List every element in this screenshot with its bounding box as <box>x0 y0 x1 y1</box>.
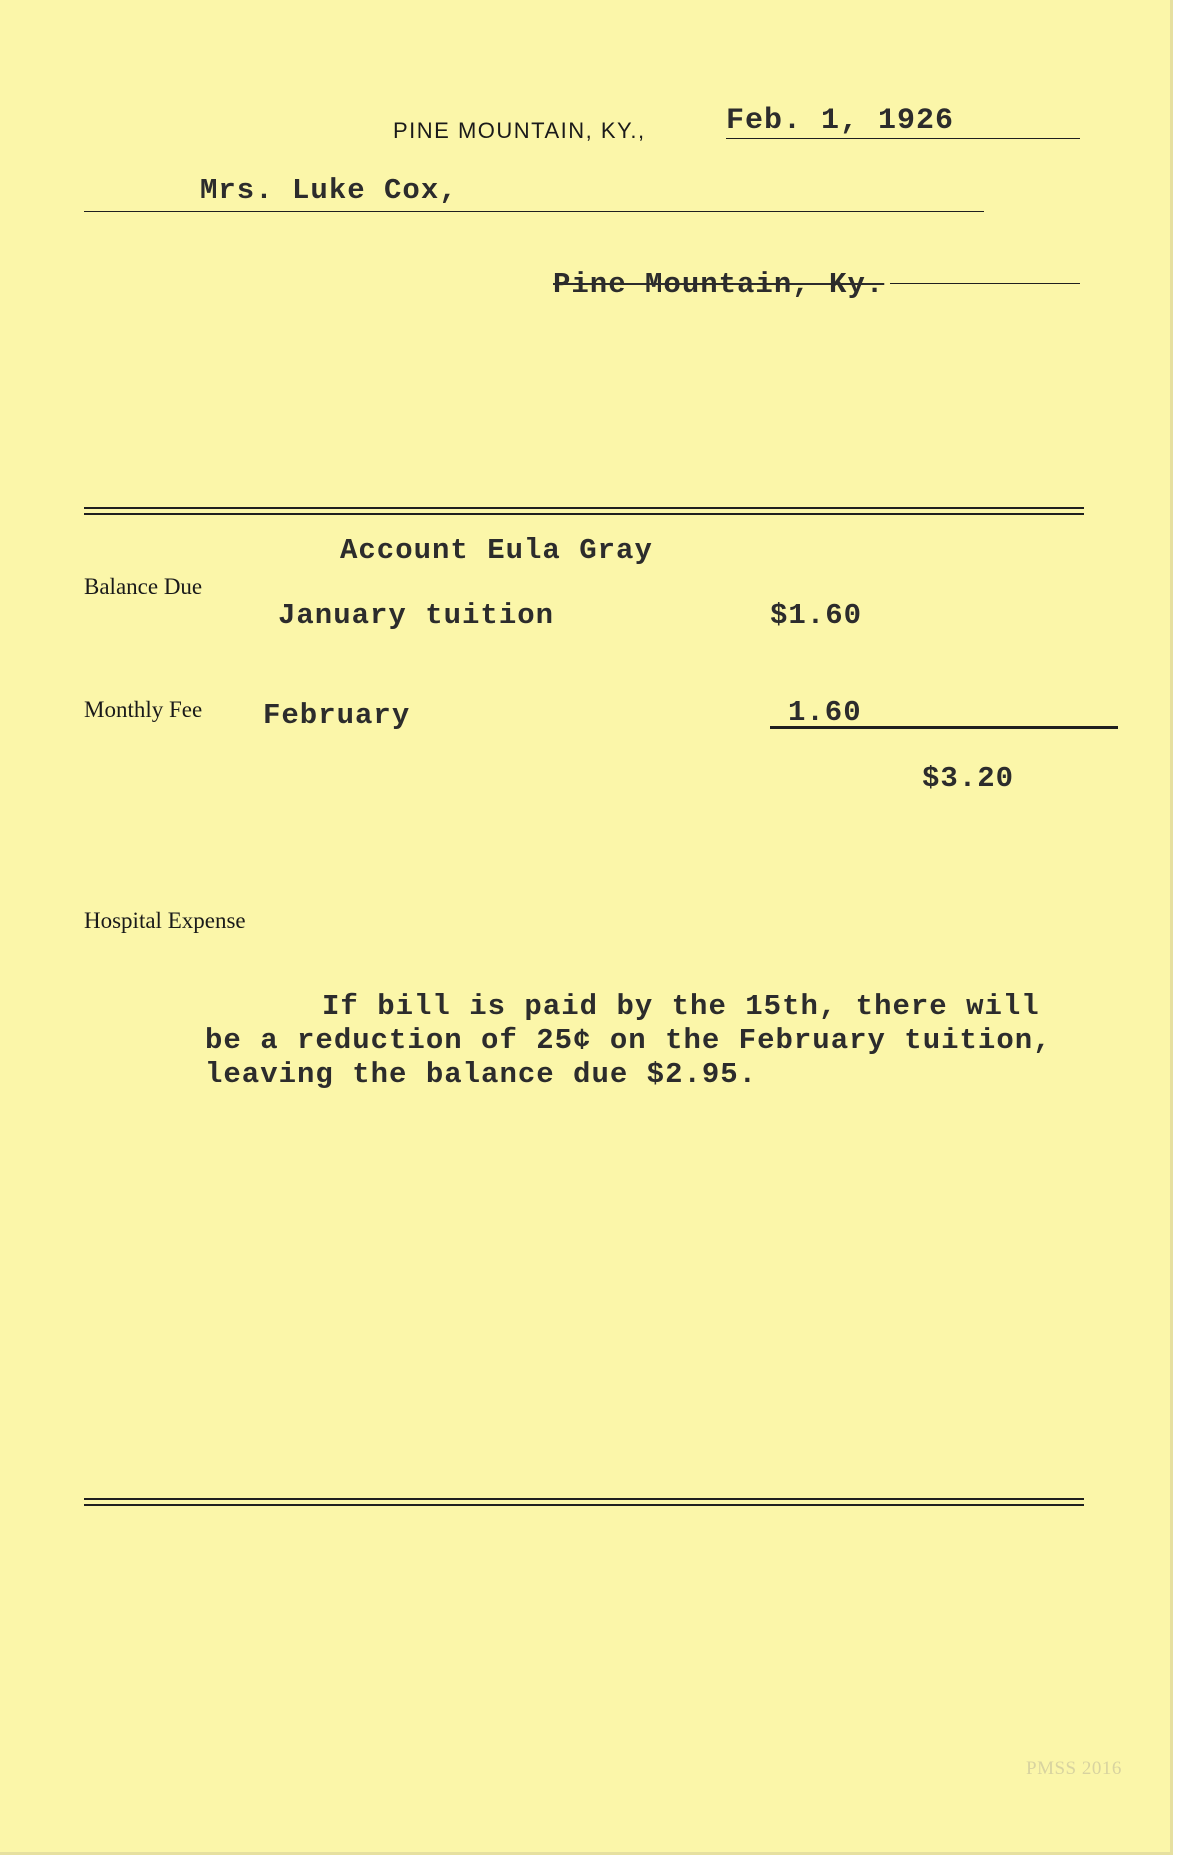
name-underline <box>84 211 984 212</box>
monthly-fee-amount: 1.60 <box>788 696 862 729</box>
hospital-expense-label: Hospital Expense <box>84 908 246 933</box>
addressee-name: Mrs. Luke Cox, <box>200 174 458 207</box>
address-underline <box>890 283 1080 284</box>
monthly-fee-description: February <box>263 699 411 732</box>
bill-date: Feb. 1, 1926 <box>726 104 955 138</box>
note-line-3: leaving the balance due $2.95. <box>205 1058 758 1091</box>
balance-due-description: January tuition <box>278 599 555 632</box>
bottom-double-rule <box>84 1498 1084 1506</box>
balance-due-amount: $1.60 <box>770 599 863 632</box>
total-amount: $3.20 <box>922 762 1015 795</box>
place-label: PINE MOUNTAIN, KY., <box>393 118 646 143</box>
top-double-rule <box>84 507 1084 515</box>
account-title: Account Eula Gray <box>340 534 653 567</box>
addressee-address: Pine Mountain, Ky. <box>553 268 885 301</box>
archive-watermark: PMSS 2016 <box>1026 1758 1122 1779</box>
note-line-1: If bill is paid by the 15th, there will <box>322 990 1040 1023</box>
balance-due-label: Balance Due <box>84 574 203 599</box>
monthly-fee-label: Monthly Fee <box>84 697 203 722</box>
date-underline <box>726 138 1080 139</box>
note-line-2: be a reduction of 25¢ on the February tuition, <box>205 1024 1052 1057</box>
sum-underline <box>770 726 1118 729</box>
